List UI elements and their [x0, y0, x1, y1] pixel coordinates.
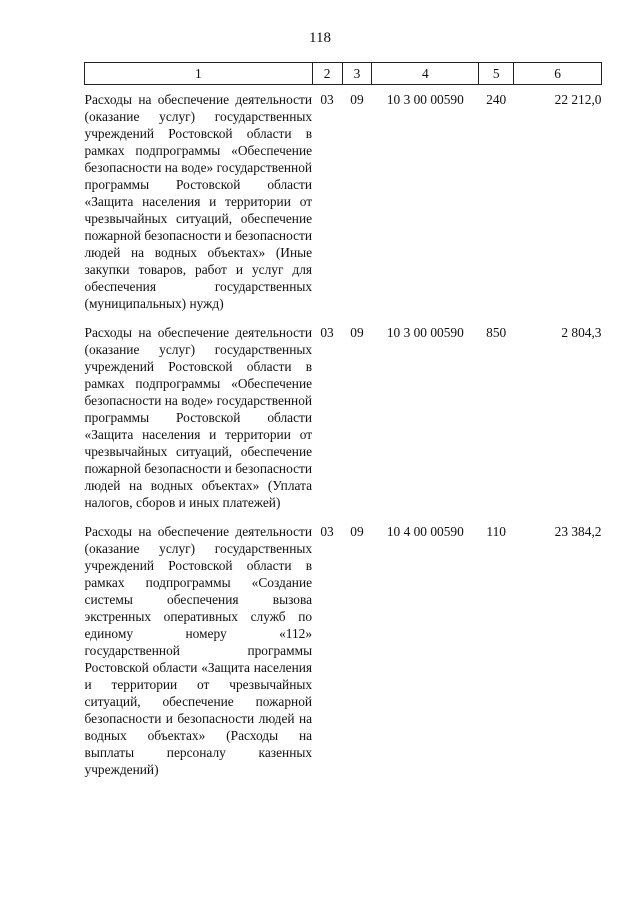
- table-header: [85, 63, 602, 85]
- header-row: [85, 63, 602, 85]
- row-section-code: 03: [320, 92, 334, 107]
- header-col-5: 5: [479, 63, 514, 85]
- row-section-code: 03: [320, 524, 334, 539]
- row-target-article: 10 4 00 00590: [386, 524, 464, 539]
- row-amount: 2 804,3: [561, 325, 602, 340]
- row-description: Расходы на обеспечение деятельности (оказание услуг) государственных учреждений Ростовской области в рамках подпрограммы «Обеспечение безопасности на воде» государственной программы Ростовской области «Защита населения и территории от чрезвычайных ситуаций, обеспечение пожарной безопасности и безопасности людей на водных объектах» (Иные закупки товаров, работ и услуг для обеспечения государственных (муниципальных) нужд): [84, 92, 313, 311]
- table-row: [85, 318, 602, 517]
- row-target-article: 10 3 00 00590: [386, 325, 464, 340]
- row-amount: 22 212,0: [554, 92, 602, 107]
- row-subsection-code: 09: [350, 524, 364, 539]
- row-description: Расходы на обеспечение деятельности (оказание услуг) государственных учреждений Ростовской области в рамках подпрограммы «Обеспечение безопасности на воде» государственной программы Ростовской области «Защита населения и территории от чрезвычайных ситуаций, обеспечение пожарной безопасности и безопасности людей на водных объектах» (Уплата налогов, сборов и иных платежей): [84, 325, 313, 510]
- row-description: Расходы на обеспечение деятельности (оказание услуг) государственных учреждений Ростовской области в рамках подпрограммы «Создание системы обеспечения вызова экстренных оперативных служб по единому номеру «112» государственной программы Ростовской области «Защита населения и территории от чрезвычайных ситуаций, обеспечение пожарной безопасности и безопасности людей на водных объектах» (Расходы на выплаты персоналу казенных учреждений): [84, 524, 313, 777]
- budget-table: [84, 62, 602, 784]
- header-col-3: 3: [342, 63, 372, 85]
- table-row: [85, 517, 602, 784]
- header-col-1: 1: [85, 63, 313, 85]
- row-amount: 23 384,2: [554, 524, 602, 539]
- row-expense-type: 110: [486, 524, 506, 539]
- header-col-2: 2: [312, 63, 342, 85]
- table-body: [85, 85, 602, 785]
- page-number: 118: [309, 30, 331, 46]
- row-subsection-code: 09: [350, 325, 364, 340]
- header-col-6: 6: [514, 63, 602, 85]
- row-section-code: 03: [320, 325, 334, 340]
- row-expense-type: 240: [486, 92, 507, 107]
- table-row: [85, 85, 602, 319]
- row-expense-type: 850: [486, 325, 507, 340]
- row-target-article: 10 3 00 00590: [386, 92, 464, 107]
- header-col-4: 4: [372, 63, 479, 85]
- row-subsection-code: 09: [350, 92, 364, 107]
